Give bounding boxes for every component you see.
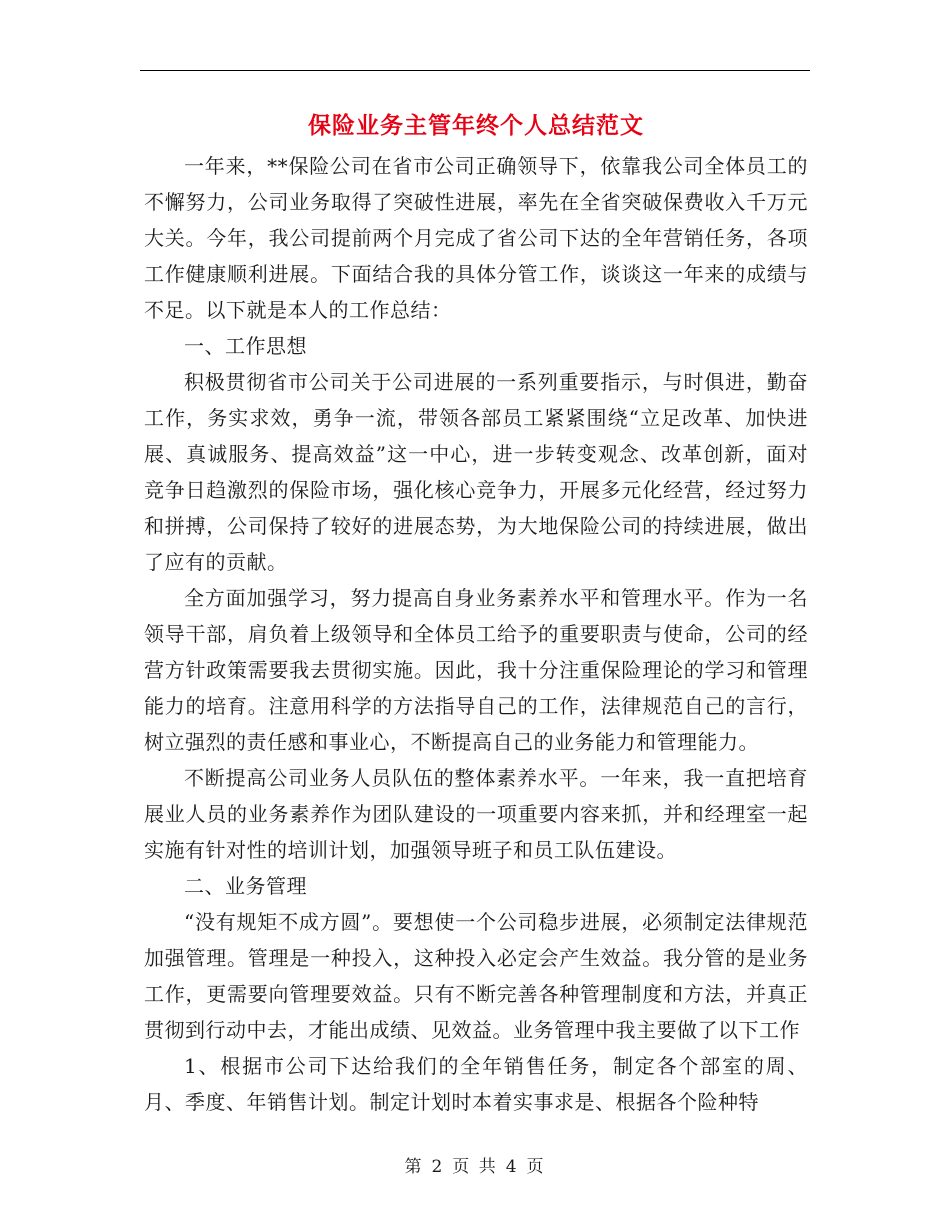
- section-heading-work-thought: 一、工作思想: [184, 334, 307, 358]
- paragraph-team-quality: 不断提高公司业务人员队伍的整体素养水平。一年来，我一直把培育展业人员的业务素养作为团队建设的一项重要内容来抓，并和经理室一起实施有针对性的培训计划，加强领导班子和员工队伍建设。: [144, 766, 808, 862]
- header-rule: [140, 70, 810, 71]
- footer-middle: 页 共: [452, 1157, 498, 1177]
- footer-suffix: 页: [526, 1157, 546, 1177]
- footer-total-pages: 4: [505, 1157, 519, 1177]
- page-footer: [0, 1152, 950, 1177]
- paragraph-rules: “没有规矩不成方圆”。要想使一个公司稳步进展，必须制定法律规范加强管理。管理是一种投入，这种投入必定会产生效益。我分管的是业务工作，更需要向管理要效益。只有不断完善各种管理制度和方法，并真正贯彻到行动中去，才能出成绩、见效益。业务管理中我主要做了以下工作: [144, 910, 808, 1042]
- footer-prefix: 第: [404, 1157, 424, 1177]
- document-body: [144, 108, 808, 1120]
- section-heading-business-management: 二、业务管理: [184, 874, 307, 898]
- paragraph-item-1: 1、根据市公司下达给我们的全年销售任务，制定各个部室的周、月、季度、年销售计划。制定计划时本着实事求是、根据各个险种特: [144, 1054, 808, 1114]
- paragraph-intro: 一年来，**保险公司在省市公司正确领导下，依靠我公司全体员工的不懈努力，公司业务取得了突破性进展，率先在全省突破保费收入千万元大关。今年，我公司提前两个月完成了省公司下达的全年营销任务，各项工作健康顺利进展。下面结合我的具体分管工作，谈谈这一年来的成绩与不足。以下就是本人的工作总结：: [144, 154, 808, 322]
- document-title: 保险业务主管年终个人总结范文: [308, 112, 644, 139]
- paragraph-study: 全方面加强学习，努力提高自身业务素养水平和管理水平。作为一名领导干部，肩负着上级领导和全体员工给予的重要职责与使命，公司的经营方针政策需要我去贯彻实施。因此，我十分注重保险理论的学习和管理能力的培育。注意用科学的方法指导自己的工作，法律规范自己的言行，树立强烈的责任感和事业心，不断提高自己的业务能力和管理能力。: [144, 586, 808, 754]
- footer-page-number: 2: [431, 1157, 445, 1177]
- paragraph-work-thought: 积极贯彻省市公司关于公司进展的一系列重要指示，与时俱进，勤奋工作，务实求效，勇争一流，带领各部员工紧紧围绕“立足改革、加快进展、真诚服务、提高效益”这一中心，进一步转变观念、改革创新，面对竞争日趋激烈的保险市场，强化核心竞争力，开展多元化经营，经过努力和拼搏，公司保持了较好的进展态势，为大地保险公司的持续进展，做出了应有的贡献。: [144, 370, 808, 574]
